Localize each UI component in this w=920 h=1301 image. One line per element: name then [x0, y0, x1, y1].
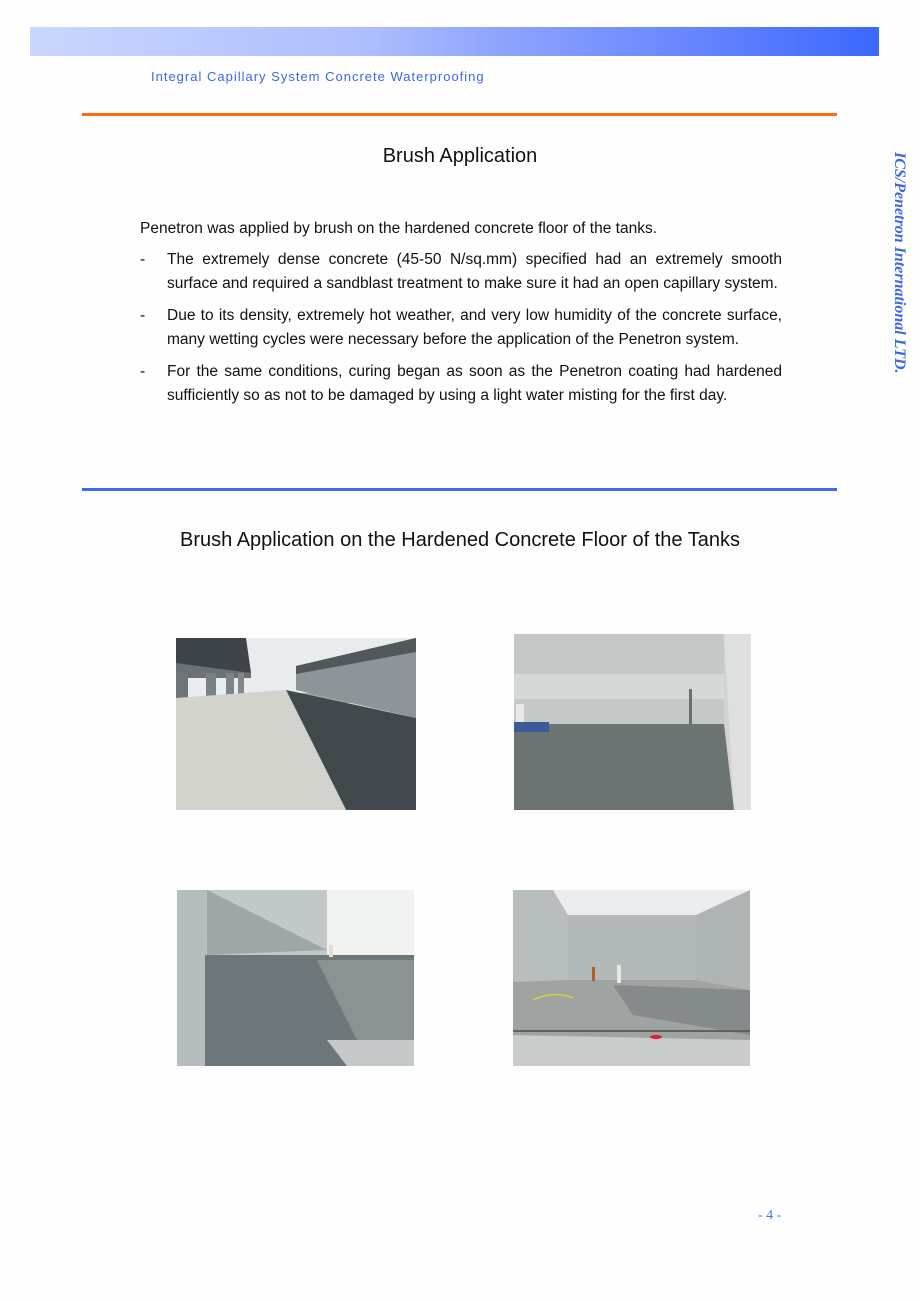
- photo-wet-floor-tank: [514, 634, 751, 810]
- bullet-marker: -: [140, 251, 146, 268]
- section-title-photos: Brush Application on the Hardened Concrete Floor of the Tanks: [180, 529, 740, 551]
- company-side-label: ICS/Penetron International LTD.: [891, 152, 908, 374]
- bullet-text: The extremely dense concrete (45-50 N/sq.mm) specified had an extremely smooth surface and required a sandblast treatment to make sure it had an open capillary system.: [167, 251, 782, 292]
- bullet-item: [140, 304, 782, 351]
- document-header-title: Integral Capillary System Concrete Waterproofing: [151, 69, 485, 84]
- photo-tank-floor-columns: [176, 638, 416, 810]
- header-gradient-bar: [30, 27, 879, 56]
- photo-open-tank-workers: [513, 890, 750, 1066]
- bullet-marker: -: [140, 363, 146, 380]
- blue-divider: [82, 488, 837, 491]
- bullet-text: For the same conditions, curing began as soon as the Penetron coating had hardened sufficiently so as not to be damaged by using a light water misting for the first day.: [167, 363, 782, 404]
- intro-paragraph: Penetron was applied by brush on the hardened concrete floor of the tanks.: [140, 220, 658, 237]
- section-title-brush-application: Brush Application: [382, 145, 538, 167]
- bullet-text: Due to its density, extremely hot weather, and very low humidity of the concrete surface, many wetting cycles were necessary before the application of the Penetron system.: [167, 307, 782, 348]
- page-number: - 4 -: [758, 1208, 782, 1223]
- bullet-marker: -: [140, 307, 146, 324]
- bullet-item: [140, 360, 782, 407]
- bullet-item: [140, 248, 782, 295]
- bullet-list: [140, 248, 782, 416]
- orange-divider: [82, 113, 837, 116]
- photo-shadowed-tank-floor: [177, 890, 414, 1066]
